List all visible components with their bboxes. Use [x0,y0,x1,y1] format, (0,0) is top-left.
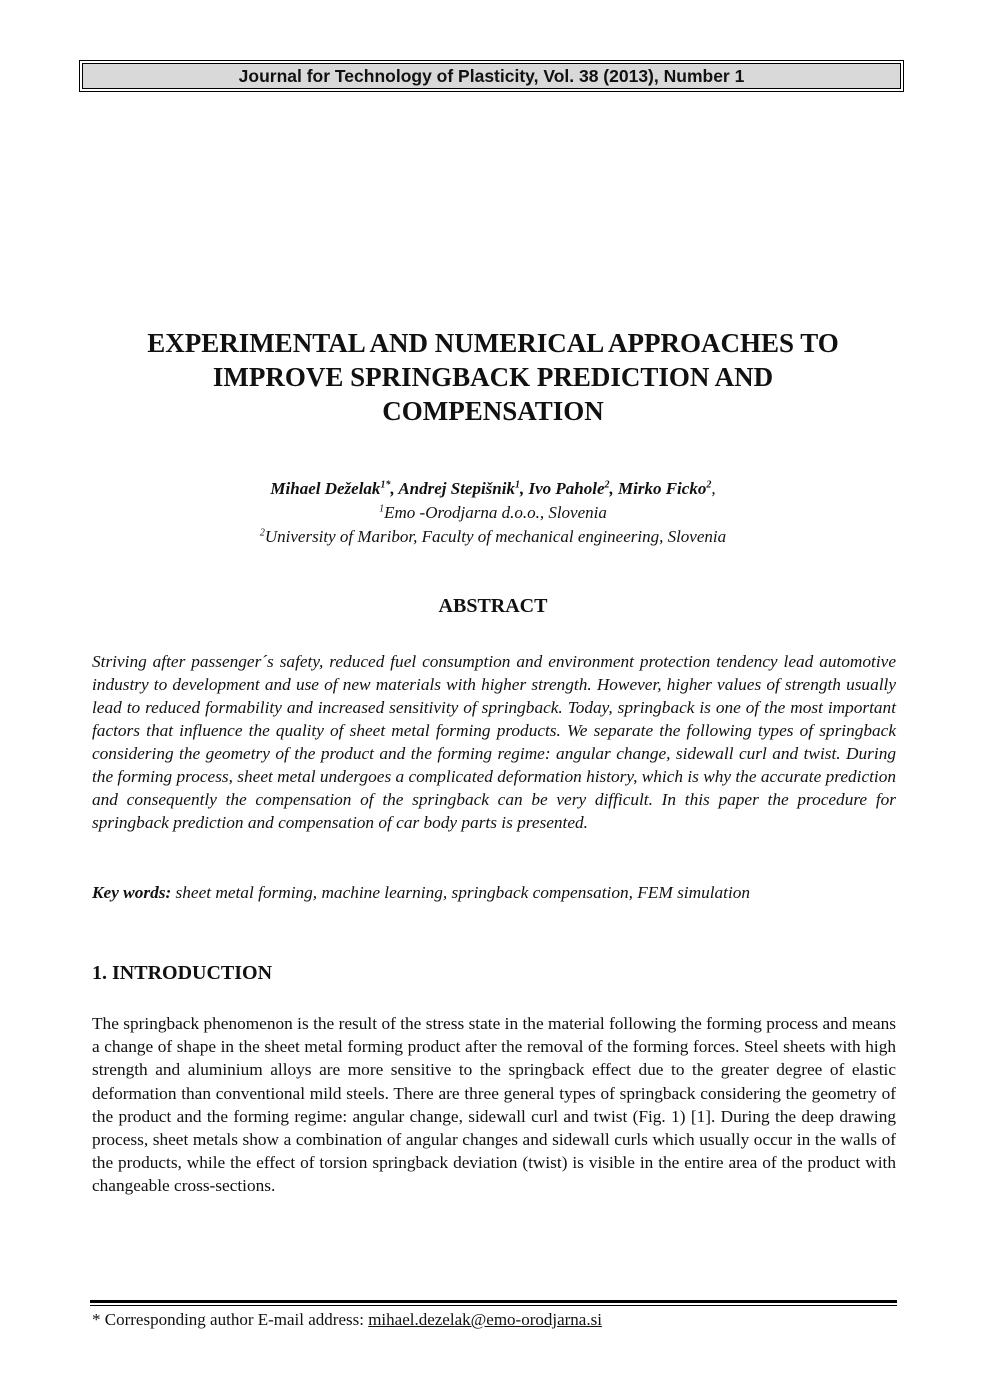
title-line-3: COMPENSATION [382,396,604,426]
affiliation-1 [80,501,906,525]
footnote-divider [90,1300,897,1303]
footnote [92,1310,602,1330]
paper-title [80,326,906,428]
affiliation-sup: 2 [259,527,265,539]
abstract-paragraph: Striving after passenger´s safety, reduced fuel consumption and environment protection tendency lead automotive industry to development and use of new materials with higher strength. However, higher values of strength usually lead to reduced formability and increased sensitivity of springback. Today, springback is one of the most important factors that influence the quality of sheet metal forming products. We separate the following types of springback considering the geometry of the product and the forming regime: angular change, sidewall curl and twist. During the forming process, sheet metal undergoes a complicated deformation history, which is why the accurate prediction and consequently the compensation of the springback can be very difficult. In this paper the procedure for springback prediction and compensation of car body parts is presented. [92,652,896,832]
author-sep: , [609,479,619,498]
introduction-paragraph: The springback phenomenon is the result of the stress state in the material following the forming process and means a change of shape in the sheet metal forming product after the removal of the forming forces. Steel sheets with high strength and aluminium alloys are more sensitive to the springback effect due to the greater degree of elastic deformation than conventional mild steels. There are three general types of springback considering the geometry of the product and the forming regime: angular change, sidewall curl and twist (Fig. 1) [1]. During the deep drawing process, sheet metals show a combination of angular changes and sidewall curls which usually occur in the walls of the products, while the effect of torsion springback deviation (twist) is visible in the entire area of the product with changeable cross-sections. [92,1014,896,1196]
affiliation-text: Emo -Orodjarna d.o.o., Slovenia [384,503,607,522]
keywords-label: Key words: [92,883,172,902]
author-sup: 2 [706,479,712,491]
affiliation-sup: 1 [379,503,385,515]
author-sup: 2 [604,479,610,491]
journal-header [79,60,904,92]
author-sup: 1* [380,479,391,491]
author-sep: , [711,479,716,498]
keywords-list: sheet metal forming, machine learning, springback compensation, FEM simulation [175,883,751,902]
keywords [92,881,896,904]
author-block [80,477,906,549]
email-link[interactable]: mihael.dezelak@emo-orodjarna.si [368,1310,602,1329]
title-line-2: IMPROVE SPRINGBACK PREDICTION AND [212,362,774,392]
footnote-divider-thin [90,1305,897,1306]
author-name: Andrej Stepišnik [398,479,515,498]
author-name: Mirko Ficko [618,479,707,498]
footnote-prefix: * Corresponding author E-mail address: [92,1310,364,1329]
author-name: Mihael Deželak [270,479,381,498]
author-list [80,477,906,501]
abstract-heading: ABSTRACT [438,595,548,617]
author-sep: , [519,479,529,498]
journal-title: Journal for Technology of Plasticity, Vol. 38 (2013), Number 1 [82,63,901,89]
author-sep: , [390,479,399,498]
section-heading-introduction: 1. INTRODUCTION [92,962,273,984]
title-line-1: EXPERIMENTAL AND NUMERICAL APPROACHES TO [147,328,839,358]
abstract-body [92,650,896,834]
author-name: Ivo Pahole [528,479,605,498]
affiliation-text: University of Maribor, Faculty of mechanical engineering, Slovenia [264,527,727,546]
author-sup: 1 [514,479,520,491]
affiliation-2 [80,525,906,549]
